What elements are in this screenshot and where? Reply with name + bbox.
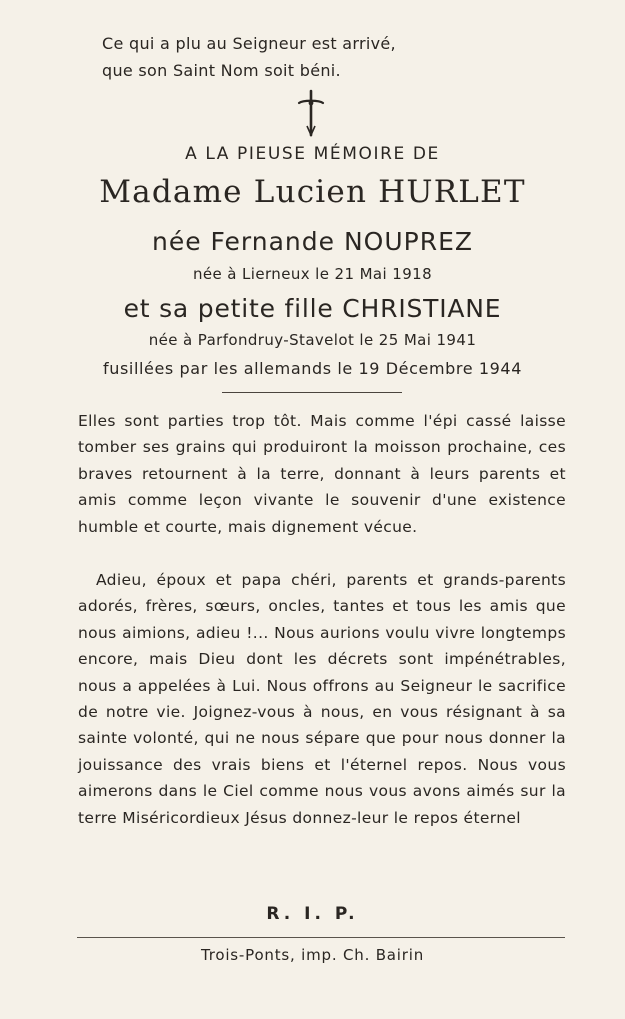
epigraph-line-1: Ce qui a plu au Seigneur est arrivé, bbox=[102, 34, 396, 53]
paragraph-1: Elles sont parties trop tôt. Mais comme l'épi cassé laisse tomber ses grains qui produiront la moisson prochaine, ces braves retournent à la terre, donnant à leurs parents et amis comme leçon vivante le souvenir d'une existence humble et courte, mais dignement vécue. bbox=[78, 412, 566, 536]
birth-line-daughter: née à Parfondruy-Stavelot le 25 Mai 1941 bbox=[148, 331, 477, 349]
memory-heading: A LA PIEUSE MÉMOIRE DE bbox=[185, 144, 440, 164]
cross-icon bbox=[293, 88, 329, 138]
rip-text: R. I. P. bbox=[266, 904, 359, 924]
birth-line-mother: née à Lierneux le 21 Mai 1918 bbox=[192, 265, 433, 283]
daughter-name: et sa petite fille CHRISTIANE bbox=[123, 294, 502, 323]
paragraph-2: Adieu, époux et papa chéri, parents et grands-parents adorés, frères, sœurs, oncles, tantes et tous les amis que nous aimions, adieu !... Nous aurions voulu vivre longtemps encore, mais Dieu dont les décrets sont impénétrables, nous a appelées à Lui. Nous offrons au Seigneur le sacrifice de notre vie. Joignez-vous à nous, en vous résignant à sa sainte volonté, qui ne nous sépare que pour nous donner la jouissance des vrais biens et l'éternel repos. Nous vous aimerons dans le Ciel comme nous vous avons aimés sur la terre Miséricordieux Jésus donnez-leur le repos éternel bbox=[78, 571, 566, 827]
epigraph bbox=[102, 30, 396, 84]
maiden-name: née Fernande NOUPREZ bbox=[151, 227, 474, 256]
divider bbox=[222, 392, 402, 393]
death-line: fusillées par les allemands le 19 Décembre 1944 bbox=[103, 359, 522, 378]
footer-divider bbox=[77, 937, 565, 938]
deceased-name: Madame Lucien HURLET bbox=[99, 174, 526, 210]
printer-credit: Trois-Ponts, imp. Ch. Bairin bbox=[200, 946, 425, 964]
epigraph-line-2: que son Saint Nom soit béni. bbox=[102, 61, 341, 80]
